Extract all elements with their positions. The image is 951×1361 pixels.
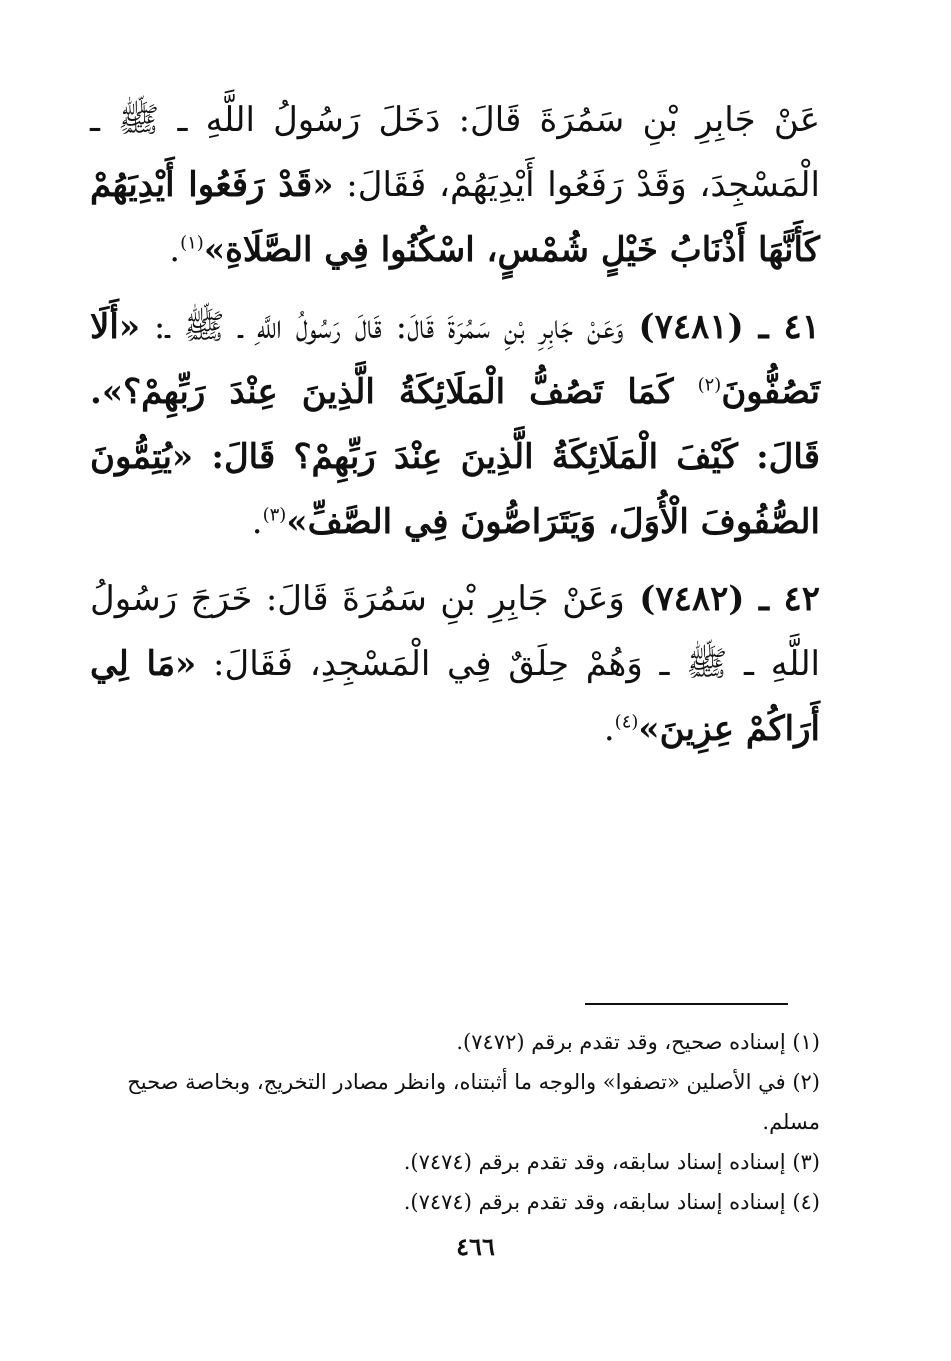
footnote-2: (٢) في الأصلين «تصفوا» والوجه ما أثبتناه، وانظر مصادر التخريج، وبخاصة صحيح مسلم. (127, 1070, 820, 1134)
page-number: ٤٦٦ (456, 1232, 495, 1261)
footnote-ref[interactable]: (٣) (262, 504, 287, 526)
footnote-4: (٤) إسناده إسناد سابقه، وقد تقدم برقم (٧٤٧٤). (403, 1190, 820, 1214)
footnote-separator (585, 1003, 788, 1005)
hadith-quote: «أَلَا تَصُفُّونَ (90, 307, 820, 412)
footnote-1: (١) إسناده صحيح، وقد تقدم برقم (٧٤٧٢). (456, 1030, 820, 1054)
footnote-ref[interactable]: (١) (180, 232, 204, 254)
hadith-tail: . (169, 230, 181, 270)
hadith-intro: عَنْ جَابِرِ بْنِ سَمُرَةَ قَالَ: دَخَلَ رَسُولُ اللَّهِ ـ ﷺ ـ الْمَسْجِدَ، وَقَدْ رَفَعُوا أَيْدِيَهُمْ، فَقَالَ: (90, 100, 820, 205)
hadith-tail-end: . (251, 502, 263, 542)
hadith-paragraph-1 (90, 88, 820, 283)
hadith-number: ٤١ ـ (٧٤٨١) (623, 307, 820, 347)
hadith-intro: وَعَنْ جَابِرِ بْنِ سَمُرَةَ قَالَ: خَرَجَ رَسُولُ اللَّهِ ـ ﷺ ـ وَهُمْ حِلَقٌ فِي الْمَسْجِدِ، فَقَالَ: (90, 579, 821, 684)
hadith-paragraph-3 (90, 567, 820, 762)
hadith-quote: «مَا لِي أَرَاكُمْ عِزِينَ» (90, 644, 820, 749)
hadith-quote: «قَدْ رَفَعُوا أَيْدِيَهُمْ كَأَنَّهَا أَذْنَابُ خَيْلٍ شُمْسٍ، اسْكُنُوا فِي الصَّلَاةِ» (90, 165, 820, 270)
hadith-tail: كَمَا تَصُفُّ الْمَلَائِكَةُ الَّذِينَ عِنْدَ رَبِّهِمْ؟». قَالَ: كَيْفَ الْمَلَائِكَةُ الَّذِينَ عِنْدَ رَبِّهِمْ؟ قَالَ: «يُتِمُّونَ الصُّفُوفَ الْأُوَلَ، وَيَتَرَاصُّونَ فِي الصَّفِّ» (90, 372, 820, 542)
hadith-paragraph-2 (90, 295, 820, 555)
hadith-tail: . (603, 709, 615, 749)
footnote-ref[interactable]: (٢) (697, 374, 722, 396)
footnote-3: (٣) إسناده إسناد سابقه، وقد تقدم برقم (٧٤٧٤). (403, 1150, 820, 1174)
footnote-ref[interactable]: (٤) (614, 711, 639, 733)
hadith-number: ٤٢ ـ (٧٤٨٢) (624, 579, 820, 619)
footnotes (70, 1022, 820, 1222)
hadith-intro: وَعَنْ جَابِرِ بْنِ سَمُرَةَ قَالَ: قَالَ رَسُولُ اللَّهِ ـ ﷺ ـ: (140, 307, 624, 347)
main-text (90, 88, 820, 774)
